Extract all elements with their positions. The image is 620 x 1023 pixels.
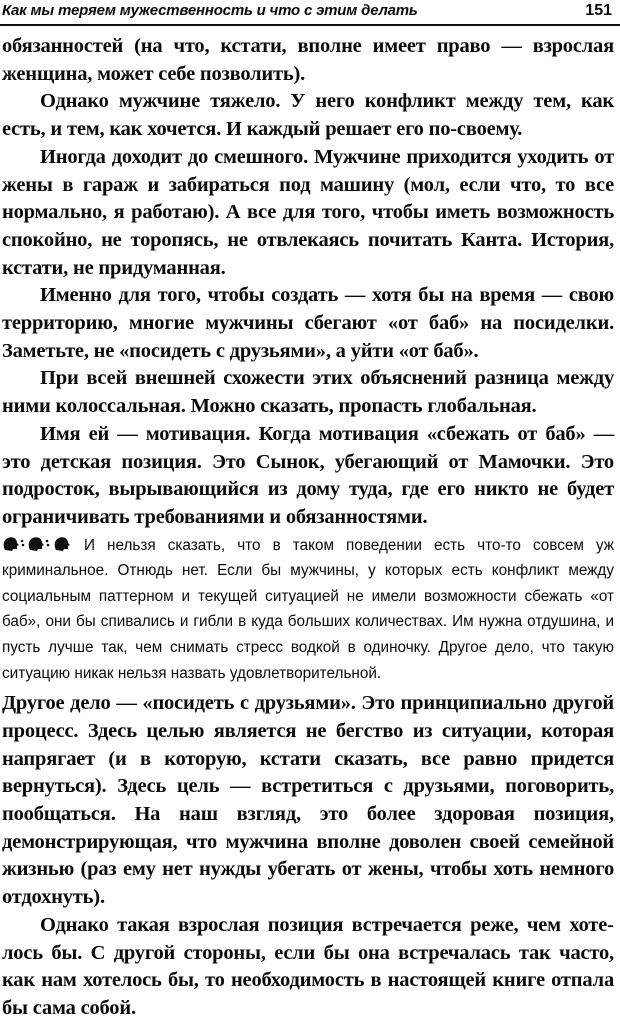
paragraph-3: Иногда доходит до смешного. Мужчине приходится уходить от жены в гараж и забираться под машину (мол, если что, то все нормально, я работаю). А все для того, чтобы иметь возможность спокойно, не торопясь, не отвлекаясь почитать Канта. История, кстати, не придуманная. (2, 145, 614, 279)
paragraph-8: Однако такая взрослая позиция встречается реже, чем хотелось бы. С другой стороны, если бы она встречалась так часто, как нам хотелось бы, то необходимость в настоящей книге отпала бы сама собой. (2, 913, 614, 1019)
paragraph-7: Другое дело — «посидеть с друзьями». Это принципиально другой процесс. Здесь целью является не бегство из ситуации, которая напрягает (и в которую, кстати сказать, все равно придется вернуться). Здесь цель — встретиться с друзьями, поговорить, пообщаться. На наш взгляд, это более здоровая позиция, демонстрирующая, что мужчина вполне доволен своей семейной жизнью (раз ему нет нужды убегать от жены, чтобы хоть немного отдохнуть). (2, 692, 614, 909)
paragraph-4: Именно для того, чтобы создать — хотя бы на время — свою территорию, многие мужчины сбегают «от баб» на посиделки. Заметьте, не «посидеть с друзьями», а уйти «от баб». (2, 284, 614, 362)
page-number: 151 (585, 2, 612, 19)
paragraph-5: При всей внешней схожести этих объяснений разница между ними колоссальная. Можно сказать, пропасть глобальная. (2, 367, 614, 418)
paragraph-2: Однако мужчине тяжело. У него конфликт между тем, как есть, и тем, как хочется. И каждый решает его по-своему. (2, 90, 614, 141)
side-note-text: И нельзя сказать, что в таком поведении есть что-то совсем уж криминальное. Отнюдь нет. Если бы мужчины, у которых есть конфликт между социальным паттерном и текущей ситуацией не имели возможности сбежать «от баб», они бы спивались и гибли в куда больших количествах. Им нужна отдушина, и пусть лучше так, чем снимать стресс водкой в одиночку. Другое дело, что такую ситуацию никак нельзя назвать удовлетворительной. (2, 536, 614, 682)
page-body (2, 33, 614, 1023)
side-note (2, 533, 614, 687)
page-header (0, 0, 620, 30)
paragraph-6: Имя ей — мотивация. Когда мотивация «сбежать от баб» — это детская позиция. Это Сынок, убегающий от Мамочки. Это подросток, вырывающийся из дому туда, где его никто не будет ограничивать требованиями и обязанностями. (2, 422, 614, 528)
paragraph-1: обязанностей (на что, кстати, вполне имеет право — взрослая женщина, может себе позволить). (2, 35, 614, 85)
header-rule (0, 24, 620, 26)
running-title: Как мы теряем мужественность и что с этим делать (2, 2, 418, 19)
three-talking-heads-icon (2, 536, 76, 552)
